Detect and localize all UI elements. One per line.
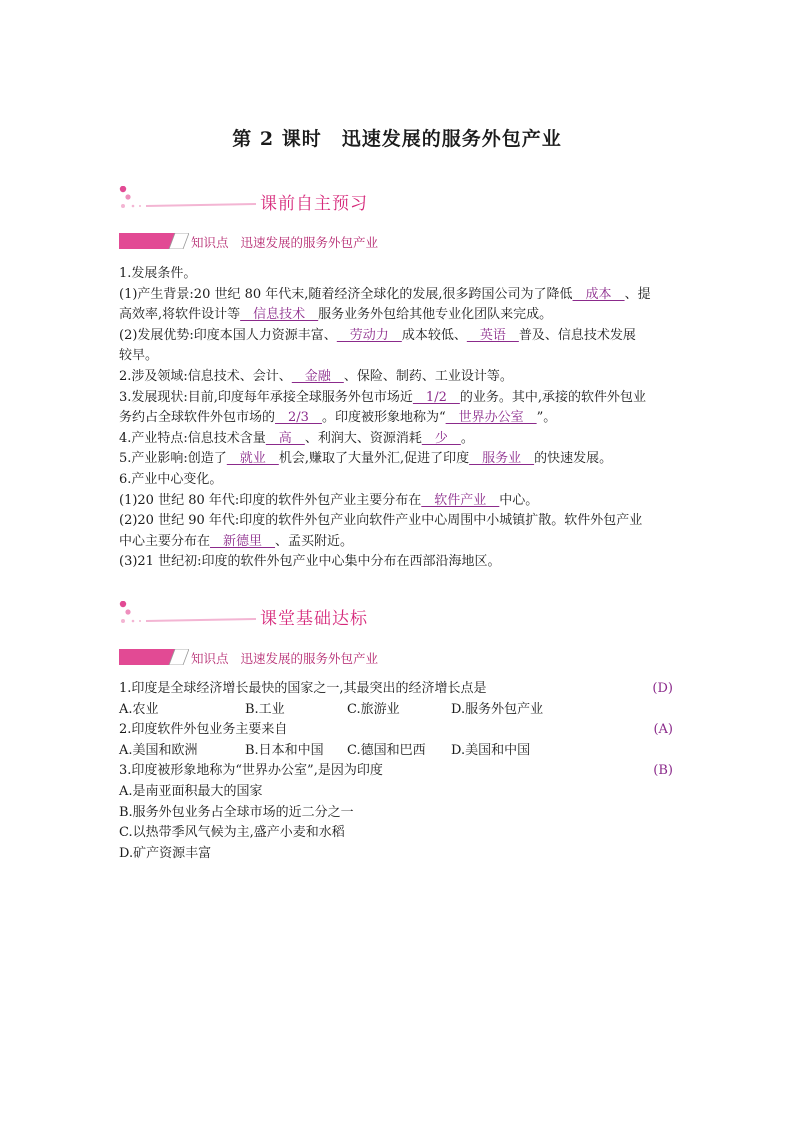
- knowledge-point-bar-classroom: [119, 649, 539, 665]
- knowledge-tag-icon: [119, 233, 189, 249]
- option: B.日本和中国: [245, 742, 324, 758]
- answer-fill: 高: [265, 430, 305, 446]
- answer-fill: 软件产业: [421, 492, 500, 508]
- option: C.旅游业: [347, 701, 400, 717]
- quiz-content: [119, 679, 675, 864]
- text-line: (1)20 世纪 80 年代:印度的软件外包产业主要分布在 软件产业 中心。: [119, 491, 675, 512]
- option: A.是南亚面积最大的国家: [119, 783, 263, 799]
- text-line: 1.发展条件。: [119, 266, 197, 281]
- option: D.服务外包产业: [451, 701, 544, 717]
- answer-fill: 英语: [466, 327, 519, 343]
- answer-fill: 2/3: [275, 410, 322, 426]
- section-title-classroom: 课堂基础达标: [260, 609, 368, 629]
- section-header-preview: [118, 186, 418, 212]
- text-line: 4.产业特点:信息技术含量 高 、利润大、资源消耗 少 。: [119, 429, 675, 450]
- text-line: (1)产生背景:20 世纪 80 年代末,随着经济全球化的发展,很多跨国公司为了降低 成本 、提: [119, 285, 675, 306]
- option: D.矿产资源丰富: [119, 845, 212, 861]
- answer-fill: 世界办公室: [445, 410, 537, 426]
- option-row: [119, 700, 675, 721]
- option-row: [119, 741, 675, 762]
- answer-fill: 服务业: [469, 451, 535, 467]
- text-line: (2)20 世纪 90 年代:印度的软件外包产业向软件产业中心周围中小城镇扩散。软件外包产业: [119, 513, 643, 529]
- section-header-classroom: [118, 601, 418, 627]
- text-line: (2)发展优势:印度本国人力资源丰富、 劳动力 成本较低、 英语 普及、信息技术发展: [119, 326, 675, 347]
- option: A.美国和欧洲: [119, 742, 198, 758]
- answer-fill: 信息技术: [240, 307, 319, 323]
- knowledge-tag-icon: [119, 649, 189, 665]
- section-decoration-icon: [118, 601, 260, 627]
- answer-fill: 少: [421, 430, 461, 446]
- option: B.服务外包业务占全球市场的近二分之一: [119, 804, 354, 820]
- answer-fill: 就业: [226, 451, 279, 467]
- text-line: 3.发展现状:目前,印度每年承接全球服务外包市场近 1/2 的业务。其中,承接的软件外包业: [119, 388, 675, 409]
- text-line: 2.涉及领域:信息技术、会计、 金融 、保险、制药、工业设计等。: [119, 367, 675, 388]
- option: D.美国和中国: [451, 742, 531, 758]
- option: C.德国和巴西: [347, 742, 426, 758]
- option: C.以热带季风气候为主,盛产小麦和水稻: [119, 825, 345, 841]
- answer-fill: 劳动力: [336, 327, 402, 343]
- answer-fill: 金融: [291, 368, 344, 384]
- knowledge-point-label: 知识点 迅速发展的服务外包产业: [191, 651, 379, 666]
- knowledge-point-label: 知识点 迅速发展的服务外包产业: [191, 235, 379, 250]
- question-stem: 2.印度软件外包业务主要来自 (A): [119, 720, 675, 741]
- answer-key: (B): [653, 763, 673, 779]
- option: B.工业: [245, 701, 285, 717]
- knowledge-point-bar-preview: [119, 233, 539, 249]
- text-line: 中心主要分布在 新德里 、孟买附近。: [119, 532, 675, 553]
- question-stem: 3.印度被形象地称为“世界办公室”,是因为印度 (B): [119, 761, 675, 782]
- section-title-preview: 课前自主预习: [260, 194, 368, 214]
- section-decoration-icon: [118, 186, 260, 212]
- text-line: 务约占全球软件外包市场的 2/3 。印度被形象地称为“ 世界办公室 ”。: [119, 408, 675, 429]
- text-line: 5.产业影响:创造了 就业 机会,赚取了大量外汇,促进了印度 服务业 的快速发展。: [119, 449, 675, 470]
- answer-key: (D): [652, 681, 673, 696]
- answer-fill: 新德里: [210, 533, 276, 549]
- answer-fill: 1/2: [412, 389, 460, 405]
- text-line: 高效率,将软件设计等 信息技术 服务业务外包给其他专业化团队来完成。: [119, 305, 675, 326]
- text-line: 较早。: [119, 348, 159, 364]
- question-stem: 1.印度是全球经济增长最快的国家之一,其最突出的经济增长点是 (D): [119, 679, 675, 700]
- preview-content: [119, 264, 675, 573]
- answer-fill: 成本: [572, 286, 625, 302]
- answer-key: (A): [653, 722, 673, 738]
- page-title: 第 2 课时 迅速发展的服务外包产业: [232, 128, 562, 150]
- text-line: 6.产业中心变化。: [119, 471, 223, 487]
- option: A.农业: [119, 701, 159, 717]
- text-line: (3)21 世纪初:印度的软件外包产业中心集中分布在西部沿海地区。: [119, 554, 501, 570]
